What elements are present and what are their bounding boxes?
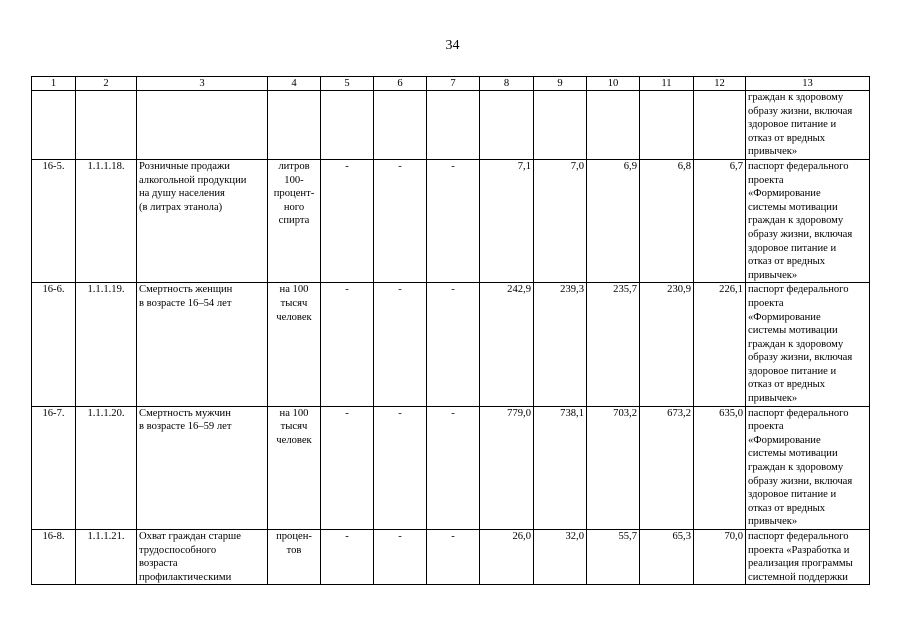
unit-cell <box>268 91 321 160</box>
value-cell <box>534 91 587 160</box>
value-cell: 6,8 <box>640 159 694 282</box>
source-cell: паспорт федерального проекта «Разработка и реализация программы системной поддержки <box>746 530 870 585</box>
row-number-cell: 16-8. <box>32 530 76 585</box>
value-cell: 235,7 <box>587 283 640 406</box>
unit-cell: процен- тов <box>268 530 321 585</box>
value-cell: - <box>374 530 427 585</box>
row-number-cell: 16-7. <box>32 406 76 529</box>
value-cell: 635,0 <box>694 406 746 529</box>
value-cell: 65,3 <box>640 530 694 585</box>
header-cell: 12 <box>694 77 746 91</box>
row-number-cell: 16-5. <box>32 159 76 282</box>
value-cell: 703,2 <box>587 406 640 529</box>
value-cell <box>374 91 427 160</box>
table-row <box>32 283 870 406</box>
header-cell: 9 <box>534 77 587 91</box>
value-cell: 6,7 <box>694 159 746 282</box>
value-cell: - <box>427 283 480 406</box>
row-number-cell: 16-6. <box>32 283 76 406</box>
table-row <box>32 159 870 282</box>
value-cell: 230,9 <box>640 283 694 406</box>
header-cell: 2 <box>76 77 137 91</box>
value-cell: 779,0 <box>480 406 534 529</box>
header-cell: 4 <box>268 77 321 91</box>
value-cell: 26,0 <box>480 530 534 585</box>
unit-cell: на 100 тысяч человек <box>268 283 321 406</box>
value-cell <box>640 91 694 160</box>
value-cell: - <box>321 159 374 282</box>
value-cell: 7,0 <box>534 159 587 282</box>
header-cell: 7 <box>427 77 480 91</box>
source-cell: граждан к здоровому образу жизни, включая здоровое питание и отказ от вредных привычек» <box>746 91 870 160</box>
header-cell: 3 <box>137 77 268 91</box>
value-cell: 242,9 <box>480 283 534 406</box>
header-cell: 8 <box>480 77 534 91</box>
page-number: 34 <box>445 38 460 53</box>
value-cell <box>321 91 374 160</box>
indicator-name-cell: Смертность женщин в возрасте 16–54 лет <box>137 283 268 406</box>
source-cell: паспорт федерального проекта «Формирование системы мотивации граждан к здоровому образу жизни, включая здоровое питание и отказ от вредных привычек» <box>746 159 870 282</box>
value-cell <box>587 91 640 160</box>
source-cell: паспорт федерального проекта «Формирование системы мотивации граждан к здоровому образу жизни, включая здоровое питание и отказ от вредных привычек» <box>746 406 870 529</box>
value-cell: - <box>321 406 374 529</box>
value-cell: 239,3 <box>534 283 587 406</box>
value-cell: 55,7 <box>587 530 640 585</box>
value-cell: 7,1 <box>480 159 534 282</box>
header-cell: 13 <box>746 77 870 91</box>
value-cell: 673,2 <box>640 406 694 529</box>
value-cell <box>427 91 480 160</box>
indicator-name-cell: Смертность мужчин в возрасте 16–59 лет <box>137 406 268 529</box>
value-cell: - <box>321 530 374 585</box>
value-cell: 226,1 <box>694 283 746 406</box>
value-cell: - <box>374 283 427 406</box>
row-number-cell <box>32 91 76 160</box>
code-cell: 1.1.1.20. <box>76 406 137 529</box>
value-cell <box>480 91 534 160</box>
value-cell: - <box>427 530 480 585</box>
value-cell: - <box>321 283 374 406</box>
unit-cell: на 100 тысяч человек <box>268 406 321 529</box>
value-cell: - <box>374 406 427 529</box>
value-cell <box>694 91 746 160</box>
value-cell: 70,0 <box>694 530 746 585</box>
table-row <box>32 530 870 585</box>
code-cell: 1.1.1.19. <box>76 283 137 406</box>
table-row <box>32 91 870 160</box>
value-cell: - <box>427 159 480 282</box>
indicator-name-cell: Розничные продажи алкогольной продукции на душу населения (в литрах этанола) <box>137 159 268 282</box>
code-cell <box>76 91 137 160</box>
unit-cell: литров 100- процент- ного спирта <box>268 159 321 282</box>
value-cell: - <box>374 159 427 282</box>
indicators-table <box>31 76 870 585</box>
indicator-name-cell <box>137 91 268 160</box>
header-cell: 1 <box>32 77 76 91</box>
header-cell: 10 <box>587 77 640 91</box>
source-cell: паспорт федерального проекта «Формирование системы мотивации граждан к здоровому образу жизни, включая здоровое питание и отказ от вредных привычек» <box>746 283 870 406</box>
indicator-name-cell: Охват граждан старше трудоспособного возраста профилактическими <box>137 530 268 585</box>
value-cell: 32,0 <box>534 530 587 585</box>
value-cell: - <box>427 406 480 529</box>
header-cell: 11 <box>640 77 694 91</box>
table-header-row <box>32 77 870 91</box>
value-cell: 738,1 <box>534 406 587 529</box>
value-cell: 6,9 <box>587 159 640 282</box>
code-cell: 1.1.1.18. <box>76 159 137 282</box>
table-row <box>32 406 870 529</box>
code-cell: 1.1.1.21. <box>76 530 137 585</box>
header-cell: 6 <box>374 77 427 91</box>
header-cell: 5 <box>321 77 374 91</box>
